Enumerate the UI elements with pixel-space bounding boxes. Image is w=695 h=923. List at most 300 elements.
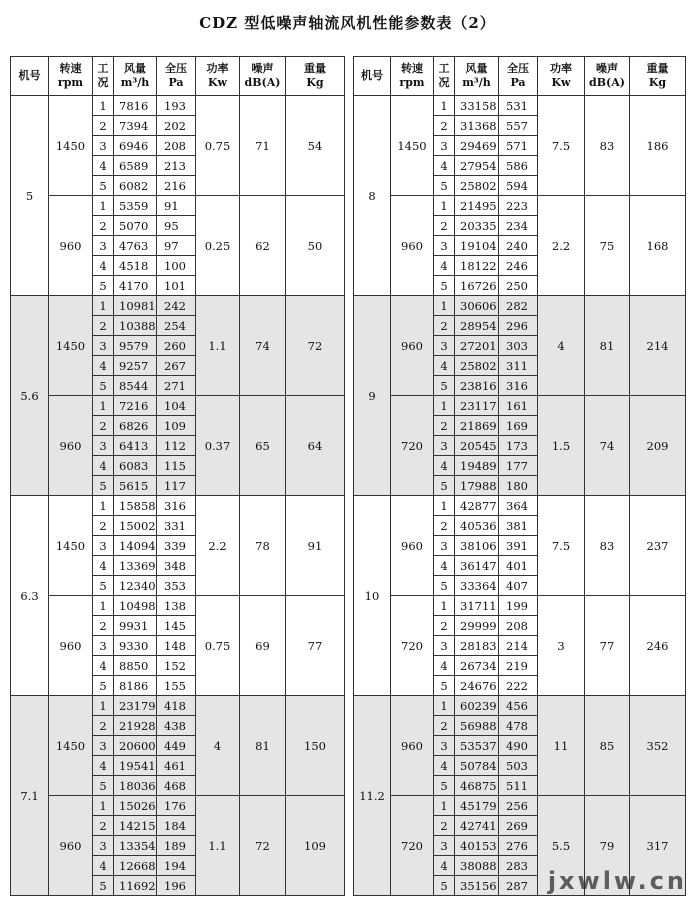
pressure-cell: 283: [499, 856, 538, 876]
condition-cell: 3: [93, 836, 114, 856]
condition-cell: 5: [434, 276, 455, 296]
model-cell: 5.6: [11, 296, 49, 496]
flow-cell: 28954: [455, 316, 499, 336]
condition-cell: 3: [93, 736, 114, 756]
weight-cell: 54: [286, 96, 345, 196]
model-cell: 6.3: [11, 496, 49, 696]
right-parameter-table: [353, 56, 686, 896]
model-cell: 10: [354, 496, 391, 696]
pressure-cell: 282: [499, 296, 538, 316]
weight-cell: 168: [630, 196, 686, 296]
noise-cell: 83: [585, 96, 630, 196]
flow-cell: 29469: [455, 136, 499, 156]
flow-cell: 4763: [114, 236, 157, 256]
pressure-cell: 101: [157, 276, 196, 296]
header-weight: 重量 Kg: [630, 57, 686, 96]
flow-cell: 26734: [455, 656, 499, 676]
condition-cell: 1: [93, 796, 114, 816]
condition-cell: 5: [93, 676, 114, 696]
condition-cell: 2: [434, 116, 455, 136]
left-parameter-table: [10, 56, 345, 896]
pressure-cell: 331: [157, 516, 196, 536]
power-cell: 1.5: [538, 396, 585, 496]
condition-cell: 3: [434, 436, 455, 456]
condition-cell: 1: [93, 696, 114, 716]
condition-cell: 2: [434, 816, 455, 836]
power-cell: 1.1: [196, 796, 240, 896]
pressure-cell: 586: [499, 156, 538, 176]
flow-cell: 5070: [114, 216, 157, 236]
noise-cell: 83: [585, 496, 630, 596]
pressure-cell: 490: [499, 736, 538, 756]
noise-cell: 71: [240, 96, 286, 196]
pressure-cell: 418: [157, 696, 196, 716]
flow-cell: 14215: [114, 816, 157, 836]
condition-cell: 2: [434, 516, 455, 536]
pressure-cell: 271: [157, 376, 196, 396]
pressure-cell: 184: [157, 816, 196, 836]
pressure-cell: 155: [157, 676, 196, 696]
speed-cell: 720: [391, 396, 434, 496]
pressure-cell: 169: [499, 416, 538, 436]
pressure-cell: 316: [499, 376, 538, 396]
flow-cell: 53537: [455, 736, 499, 756]
flow-cell: 17988: [455, 476, 499, 496]
pressure-cell: 594: [499, 176, 538, 196]
pressure-cell: 189: [157, 836, 196, 856]
condition-cell: 3: [434, 236, 455, 256]
condition-cell: 2: [434, 216, 455, 236]
header-noise: 噪声 dB(A): [585, 57, 630, 96]
flow-cell: 15026: [114, 796, 157, 816]
power-cell: 11: [538, 696, 585, 796]
pressure-cell: 242: [157, 296, 196, 316]
condition-cell: 1: [93, 596, 114, 616]
pressure-cell: 254: [157, 316, 196, 336]
condition-cell: 2: [434, 716, 455, 736]
pressure-cell: 449: [157, 736, 196, 756]
power-cell: 0.75: [196, 96, 240, 196]
model-cell: 5: [11, 96, 49, 296]
pressure-cell: 391: [499, 536, 538, 556]
condition-cell: 5: [93, 376, 114, 396]
condition-cell: 5: [434, 676, 455, 696]
pressure-cell: 148: [157, 636, 196, 656]
speed-cell: 1450: [49, 496, 93, 596]
condition-cell: 1: [93, 296, 114, 316]
pressure-cell: 202: [157, 116, 196, 136]
flow-cell: 27201: [455, 336, 499, 356]
weight-cell: 246: [630, 596, 686, 696]
header-pressure: 全压 Pa: [499, 57, 538, 96]
flow-cell: 12668: [114, 856, 157, 876]
condition-cell: 4: [434, 356, 455, 376]
table-row: [354, 196, 686, 216]
pressure-cell: 213: [157, 156, 196, 176]
flow-cell: 9257: [114, 356, 157, 376]
condition-cell: 3: [93, 436, 114, 456]
flow-cell: 20335: [455, 216, 499, 236]
condition-cell: 1: [93, 96, 114, 116]
weight-cell: 64: [286, 396, 345, 496]
flow-cell: 6413: [114, 436, 157, 456]
table-row: [11, 496, 345, 516]
condition-cell: 2: [93, 416, 114, 436]
noise-cell: 72: [240, 796, 286, 896]
table-row: [11, 696, 345, 716]
pressure-cell: 296: [499, 316, 538, 336]
pressure-cell: 353: [157, 576, 196, 596]
flow-cell: 21869: [455, 416, 499, 436]
flow-cell: 11692: [114, 876, 157, 896]
header-power: 功率 Kw: [196, 57, 240, 96]
condition-cell: 1: [434, 596, 455, 616]
pressure-cell: 196: [157, 876, 196, 896]
condition-cell: 1: [434, 196, 455, 216]
condition-cell: 4: [93, 756, 114, 776]
header-noise: 噪声 dB(A): [240, 57, 286, 96]
flow-cell: 42877: [455, 496, 499, 516]
condition-cell: 4: [434, 456, 455, 476]
pressure-cell: 276: [499, 836, 538, 856]
pressure-cell: 401: [499, 556, 538, 576]
condition-cell: 2: [93, 716, 114, 736]
model-cell: 11.2: [354, 696, 391, 896]
weight-cell: 50: [286, 196, 345, 296]
condition-cell: 4: [434, 556, 455, 576]
flow-cell: 28183: [455, 636, 499, 656]
pressure-cell: 468: [157, 776, 196, 796]
pressure-cell: 138: [157, 596, 196, 616]
pressure-cell: 571: [499, 136, 538, 156]
power-cell: 2.2: [538, 196, 585, 296]
power-cell: 3: [538, 596, 585, 696]
flow-cell: 30606: [455, 296, 499, 316]
pressure-cell: 269: [499, 816, 538, 836]
condition-cell: 5: [434, 876, 455, 896]
flow-cell: 15002: [114, 516, 157, 536]
header-condition: 工 况: [434, 57, 455, 96]
weight-cell: 209: [630, 396, 686, 496]
condition-cell: 3: [93, 136, 114, 156]
flow-cell: 50784: [455, 756, 499, 776]
pressure-cell: 214: [499, 636, 538, 656]
noise-cell: 77: [585, 596, 630, 696]
table-row: [354, 296, 686, 316]
pressure-cell: 173: [499, 436, 538, 456]
pressure-cell: 348: [157, 556, 196, 576]
condition-cell: 3: [93, 336, 114, 356]
power-cell: 4: [538, 296, 585, 396]
condition-cell: 3: [93, 236, 114, 256]
model-cell: 8: [354, 96, 391, 296]
page-title: CDZ 型低噪声轴流风机性能参数表（2）: [199, 14, 496, 32]
condition-cell: 4: [93, 856, 114, 876]
flow-cell: 7816: [114, 96, 157, 116]
noise-cell: 62: [240, 196, 286, 296]
flow-cell: 25802: [455, 356, 499, 376]
table-row: [11, 296, 345, 316]
flow-cell: 20600: [114, 736, 157, 756]
pressure-cell: 260: [157, 336, 196, 356]
pressure-cell: 531: [499, 96, 538, 116]
noise-cell: 79: [585, 796, 630, 896]
speed-cell: 960: [49, 596, 93, 696]
pressure-cell: 152: [157, 656, 196, 676]
pressure-cell: 91: [157, 196, 196, 216]
speed-cell: 960: [391, 496, 434, 596]
pressure-cell: 194: [157, 856, 196, 876]
header-pressure: 全压 Pa: [157, 57, 196, 96]
table-row: [11, 396, 345, 416]
condition-cell: 3: [93, 636, 114, 656]
flow-cell: 6083: [114, 456, 157, 476]
condition-cell: 4: [93, 256, 114, 276]
flow-cell: 14094: [114, 536, 157, 556]
condition-cell: 1: [434, 496, 455, 516]
model-cell: 7.1: [11, 696, 49, 896]
table-row: [11, 596, 345, 616]
flow-cell: 5359: [114, 196, 157, 216]
condition-cell: 5: [93, 576, 114, 596]
pressure-cell: 461: [157, 756, 196, 776]
condition-cell: 3: [434, 836, 455, 856]
condition-cell: 5: [434, 176, 455, 196]
pressure-cell: 193: [157, 96, 196, 116]
condition-cell: 1: [434, 396, 455, 416]
condition-cell: 2: [93, 316, 114, 336]
condition-cell: 5: [93, 776, 114, 796]
flow-cell: 9330: [114, 636, 157, 656]
condition-cell: 4: [434, 256, 455, 276]
speed-cell: 960: [391, 696, 434, 796]
weight-cell: 186: [630, 96, 686, 196]
table-row: [354, 496, 686, 516]
speed-cell: 1450: [49, 96, 93, 196]
condition-cell: 5: [93, 876, 114, 896]
weight-cell: 91: [286, 496, 345, 596]
flow-cell: 6589: [114, 156, 157, 176]
table-row: [354, 796, 686, 816]
flow-cell: 18122: [455, 256, 499, 276]
flow-cell: 6946: [114, 136, 157, 156]
flow-cell: 21495: [455, 196, 499, 216]
flow-cell: 13354: [114, 836, 157, 856]
pressure-cell: 100: [157, 256, 196, 276]
condition-cell: 1: [434, 796, 455, 816]
weight-cell: 214: [630, 296, 686, 396]
condition-cell: 4: [434, 856, 455, 876]
power-cell: 1.1: [196, 296, 240, 396]
flow-cell: 8544: [114, 376, 157, 396]
weight-cell: 352: [630, 696, 686, 796]
flow-cell: 10981: [114, 296, 157, 316]
header-speed: 转速 rpm: [49, 57, 93, 96]
power-cell: 7.5: [538, 496, 585, 596]
condition-cell: 5: [93, 276, 114, 296]
pressure-cell: 161: [499, 396, 538, 416]
flow-cell: 25802: [455, 176, 499, 196]
flow-cell: 27954: [455, 156, 499, 176]
flow-cell: 23179: [114, 696, 157, 716]
flow-cell: 5615: [114, 476, 157, 496]
pressure-cell: 557: [499, 116, 538, 136]
pressure-cell: 246: [499, 256, 538, 276]
header-condition: 工 况: [93, 57, 114, 96]
condition-cell: 2: [93, 116, 114, 136]
condition-cell: 1: [93, 396, 114, 416]
condition-cell: 5: [93, 176, 114, 196]
flow-cell: 19104: [455, 236, 499, 256]
flow-cell: 36147: [455, 556, 499, 576]
condition-cell: 4: [93, 356, 114, 376]
condition-cell: 5: [434, 376, 455, 396]
header-row: [354, 57, 686, 96]
condition-cell: 2: [434, 616, 455, 636]
power-cell: 2.2: [196, 496, 240, 596]
flow-cell: 19489: [455, 456, 499, 476]
condition-cell: 5: [434, 476, 455, 496]
speed-cell: 960: [391, 196, 434, 296]
speed-cell: 1450: [49, 696, 93, 796]
flow-cell: 33364: [455, 576, 499, 596]
condition-cell: 1: [434, 696, 455, 716]
pressure-cell: 95: [157, 216, 196, 236]
flow-cell: 35156: [455, 876, 499, 896]
flow-cell: 23816: [455, 376, 499, 396]
weight-cell: 109: [286, 796, 345, 896]
header-power: 功率 Kw: [538, 57, 585, 96]
condition-cell: 5: [434, 576, 455, 596]
flow-cell: 46875: [455, 776, 499, 796]
pressure-cell: 381: [499, 516, 538, 536]
flow-cell: 38106: [455, 536, 499, 556]
flow-cell: 20545: [455, 436, 499, 456]
weight-cell: 72: [286, 296, 345, 396]
condition-cell: 4: [93, 556, 114, 576]
pressure-cell: 109: [157, 416, 196, 436]
pressure-cell: 145: [157, 616, 196, 636]
pressure-cell: 216: [157, 176, 196, 196]
condition-cell: 3: [434, 736, 455, 756]
table-row: [354, 696, 686, 716]
pressure-cell: 117: [157, 476, 196, 496]
header-weight: 重量 Kg: [286, 57, 345, 96]
flow-cell: 8186: [114, 676, 157, 696]
weight-cell: 150: [286, 696, 345, 796]
flow-cell: 4170: [114, 276, 157, 296]
table-row: [354, 596, 686, 616]
noise-cell: 69: [240, 596, 286, 696]
condition-cell: 5: [434, 776, 455, 796]
condition-cell: 4: [434, 156, 455, 176]
condition-cell: 4: [93, 656, 114, 676]
flow-cell: 7394: [114, 116, 157, 136]
pressure-cell: 250: [499, 276, 538, 296]
table-row: [11, 796, 345, 816]
pressure-cell: 177: [499, 456, 538, 476]
noise-cell: 81: [240, 696, 286, 796]
condition-cell: 1: [93, 496, 114, 516]
pressure-cell: 456: [499, 696, 538, 716]
pressure-cell: 97: [157, 236, 196, 256]
noise-cell: 65: [240, 396, 286, 496]
flow-cell: 12340: [114, 576, 157, 596]
flow-cell: 10388: [114, 316, 157, 336]
noise-cell: 81: [585, 296, 630, 396]
pressure-cell: 208: [157, 136, 196, 156]
condition-cell: 2: [434, 416, 455, 436]
flow-cell: 10498: [114, 596, 157, 616]
pressure-cell: 267: [157, 356, 196, 376]
table-row: [11, 96, 345, 116]
power-cell: 5.5: [538, 796, 585, 896]
header-model: 机号: [11, 57, 49, 96]
condition-cell: 3: [434, 136, 455, 156]
pressure-cell: 503: [499, 756, 538, 776]
condition-cell: 2: [93, 216, 114, 236]
weight-cell: 77: [286, 596, 345, 696]
condition-cell: 1: [93, 196, 114, 216]
flow-cell: 19541: [114, 756, 157, 776]
pressure-cell: 511: [499, 776, 538, 796]
pressure-cell: 407: [499, 576, 538, 596]
table-row: [354, 396, 686, 416]
pressure-cell: 234: [499, 216, 538, 236]
weight-cell: 237: [630, 496, 686, 596]
table-row: [354, 96, 686, 116]
pressure-cell: 240: [499, 236, 538, 256]
flow-cell: 18036: [114, 776, 157, 796]
noise-cell: 85: [585, 696, 630, 796]
flow-cell: 7216: [114, 396, 157, 416]
condition-cell: 3: [93, 536, 114, 556]
condition-cell: 4: [93, 156, 114, 176]
weight-cell: 317: [630, 796, 686, 896]
speed-cell: 1450: [49, 296, 93, 396]
model-cell: 9: [354, 296, 391, 496]
flow-cell: 60239: [455, 696, 499, 716]
power-cell: 7.5: [538, 96, 585, 196]
noise-cell: 75: [585, 196, 630, 296]
flow-cell: 29999: [455, 616, 499, 636]
flow-cell: 45179: [455, 796, 499, 816]
pressure-cell: 303: [499, 336, 538, 356]
power-cell: 4: [196, 696, 240, 796]
header-flow: 风量 m³/h: [455, 57, 499, 96]
header-model: 机号: [354, 57, 391, 96]
flow-cell: 8850: [114, 656, 157, 676]
pressure-cell: 115: [157, 456, 196, 476]
condition-cell: 3: [434, 636, 455, 656]
power-cell: 0.75: [196, 596, 240, 696]
flow-cell: 31368: [455, 116, 499, 136]
condition-cell: 4: [434, 756, 455, 776]
flow-cell: 24676: [455, 676, 499, 696]
flow-cell: 4518: [114, 256, 157, 276]
pressure-cell: 287: [499, 876, 538, 896]
power-cell: 0.37: [196, 396, 240, 496]
condition-cell: 4: [434, 656, 455, 676]
pressure-cell: 219: [499, 656, 538, 676]
pressure-cell: 199: [499, 596, 538, 616]
pressure-cell: 364: [499, 496, 538, 516]
condition-cell: 3: [434, 536, 455, 556]
pressure-cell: 256: [499, 796, 538, 816]
pressure-cell: 478: [499, 716, 538, 736]
speed-cell: 960: [49, 796, 93, 896]
header-flow: 风量 m³/h: [114, 57, 157, 96]
